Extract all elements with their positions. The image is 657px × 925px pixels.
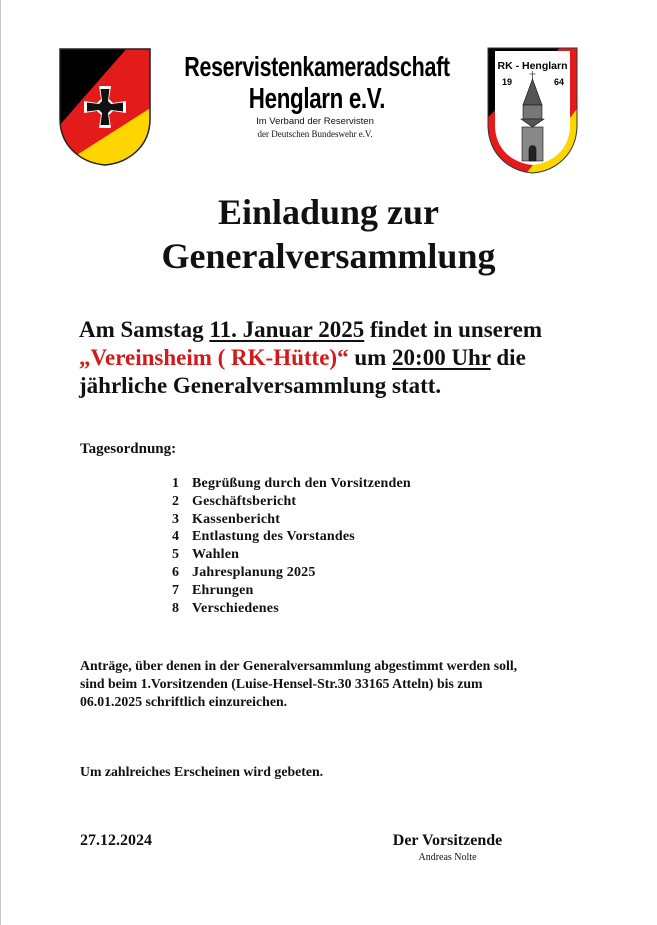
org-subtitle-line2: der Deutschen Bundeswehr e.V.	[257, 129, 373, 139]
title-line1: Einladung zur	[217, 192, 440, 232]
page-title	[0, 190, 657, 278]
org-name-line2: Henglarn e.V.	[248, 81, 386, 115]
signer-name: Andreas Nolte	[418, 852, 477, 863]
document-date: 27.12.2024	[80, 832, 152, 849]
signer-role: Der Vorsitzende	[392, 832, 503, 849]
agenda-heading: Tagesordnung:	[80, 441, 177, 457]
title-line2: Generalversammlung	[161, 236, 496, 276]
org-subtitle-line1: Im Verband der Reservisten	[256, 116, 374, 127]
closing-line: Um zahlreiches Erscheinen wird gebeten.	[80, 764, 324, 779]
church-tower-shield-icon	[485, 45, 580, 175]
agenda-list	[172, 475, 411, 617]
agenda-item: 6 Jahresplanung 2025	[172, 564, 316, 580]
org-name-line1: Reservistenkameradschaft	[184, 51, 450, 83]
agenda-item: 8 Verschiedenes	[172, 600, 279, 616]
agenda-item: 2 Geschäftsbericht	[172, 493, 297, 509]
agenda-item: 5 Wahlen	[172, 547, 240, 563]
event-venue: „Vereinsheim ( RK-Hütte)“	[79, 345, 349, 370]
event-date: 11. Januar 2025	[209, 317, 365, 342]
agenda-item: 7 Ehrungen	[172, 582, 254, 598]
agenda-item: 4 Entlastung des Vorstandes	[172, 529, 355, 545]
svg-text:19: 19	[501, 77, 513, 87]
org-name	[182, 53, 452, 113]
event-announcement: Am Samstag 11. Januar 2025 findet in unserem „Vereinsheim ( RK-Hütte)“ um 20:00 Uhr die jährliche Generalversammlung statt.	[79, 317, 543, 398]
page-edge	[0, 0, 1, 925]
crest-label: RK - Henglarn	[497, 60, 568, 72]
agenda-item: 1 Begrüßung durch den Vorsitzenden	[172, 476, 411, 491]
iron-cross-shield-icon	[58, 47, 152, 167]
motions-note: Anträge, über denen in der Generalversammlung abgestimmt werden soll, sind beim 1.Vorsitzenden (Luise-Hensel-Str.30 33165 Atteln) bis zum 06.01.2025 schriftlich einzureichen.	[80, 658, 518, 709]
event-time: 20:00 Uhr	[392, 345, 491, 370]
signature-block	[370, 832, 525, 863]
svg-text:64: 64	[553, 77, 565, 87]
agenda-item: 3 Kassenbericht	[172, 511, 281, 527]
